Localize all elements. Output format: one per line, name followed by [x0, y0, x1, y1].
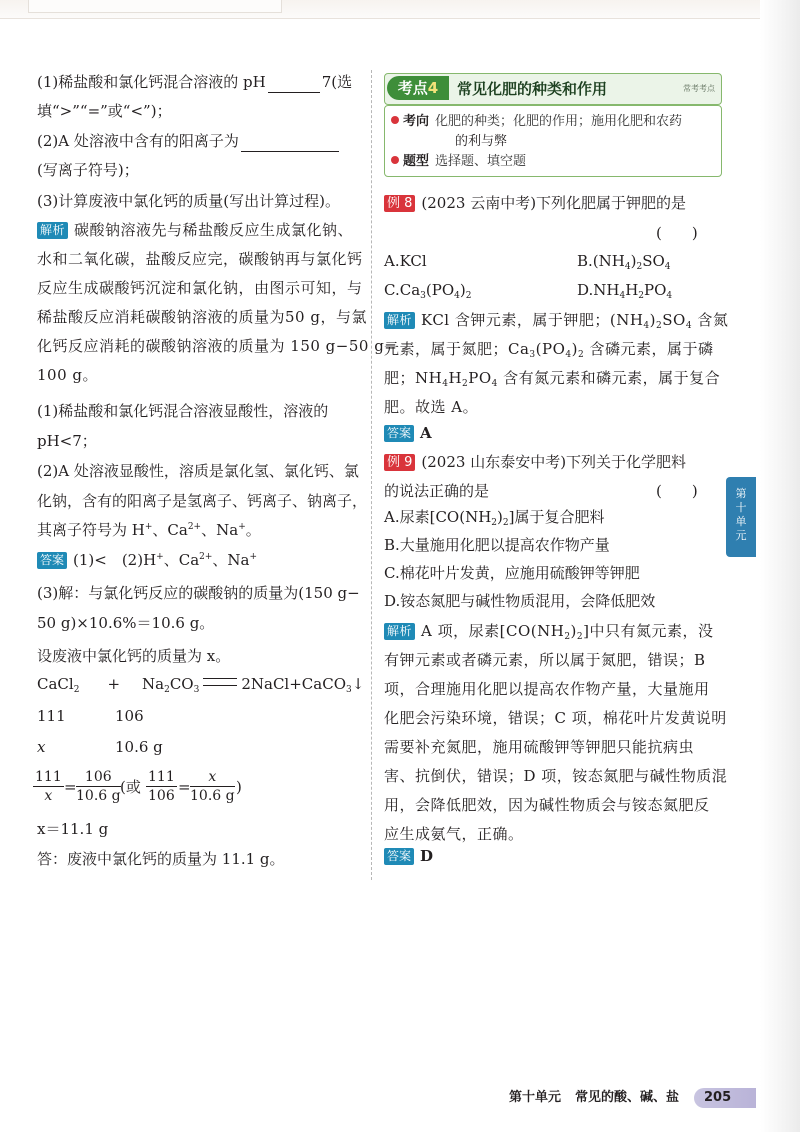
example-9-question: 例 9 (2023 山东泰安中考)下列关于化学肥料 — [384, 451, 686, 473]
answer-explain-2: (2)A 处溶液显酸性，溶质是氯化氢、氯化钙、氯 — [37, 462, 359, 480]
molar-mass-106: 106 — [115, 707, 144, 725]
knowledge-point-box — [384, 105, 722, 177]
unknown-x: x — [37, 738, 46, 756]
example-9-analysis: 需要补充氮肥，施用硫酸钾等钾肥只能抗病虫 — [384, 738, 695, 756]
example-9-analysis: 项，合理施用化肥以提高农作物产量，大量施用 — [384, 680, 710, 698]
footer-unit: 第十单元 — [509, 1090, 562, 1105]
answer-parens: ( ) — [656, 482, 698, 500]
knowledge-point-title: 常见化肥的种类和作用 — [457, 80, 608, 98]
analysis-line: 反应生成碳酸钙沉淀和氯化钠，由图示可知，与 — [37, 279, 363, 297]
answer-explain-1b: pH<7； — [37, 432, 97, 450]
analysis-line: 解析 碳酸钠溶液先与稀盐酸反应生成氯化钠、 — [37, 219, 353, 241]
analysis-line: 水和二氧化碳，盐酸反应完，碳酸钠再与氯化钙 — [37, 250, 363, 268]
example-8-question: 例 8 (2023 云南中考)下列化肥属于钾肥的是 — [384, 192, 686, 214]
option-c: C.棉花叶片发黄，应施用硫酸钾等钾肥 — [384, 564, 640, 582]
solution-line: 设废液中氯化钙的质量为 x。 — [37, 647, 231, 665]
question-1: (1)稀盐酸和氯化钙混合溶液的 pH 7(选 — [37, 73, 353, 91]
example-8-analysis: 解析 KCl 含钾元素，属于钾肥；$(NH_4)_2SO_4$ 含氮 — [384, 309, 728, 331]
equals: = — [64, 778, 77, 796]
answer-explain-1: (1)稀盐酸和氯化钙混合溶液显酸性，溶液的 — [37, 402, 329, 420]
fraction: $\frac{111}{106}$ — [148, 769, 175, 804]
page-number: 205 — [694, 1088, 756, 1108]
example-9-analysis: 应生成氨气，正确。 — [384, 825, 524, 843]
unit-side-tab[interactable]: 第 十 单 元 — [726, 477, 756, 557]
example-8-analysis: 元素，属于氮肥；$Ca_3(PO_4)_2$ 含磷元素，属于磷 — [384, 340, 714, 360]
analysis-tag: 解析 — [37, 222, 68, 239]
or-text: (或 — [120, 778, 141, 796]
example-9-analysis: 解析 A 项，尿素$[CO(NH_2)_2]$中只有氮元素，没 — [384, 620, 714, 642]
example-9-analysis: 化肥会污染环境，错误；C 项，棉花叶片发黄说明 — [384, 709, 727, 727]
bullet-dot-icon — [391, 116, 399, 124]
close-paren: ) — [236, 778, 242, 796]
mass-10-6: 10.6 g — [115, 738, 163, 756]
example-tag: 例 8 — [384, 195, 415, 212]
answer-explain-2b: 化钠，含有的阳离子是氢离子、钙离子、钠离子， — [37, 492, 368, 510]
option-d: $D.NH_4H_2PO_4$ — [577, 281, 673, 301]
fraction: $\frac{106}{10.6 g}$ — [76, 769, 121, 804]
question-2: (2)A 处溶液中含有的阳离子为 — [37, 130, 341, 152]
direction-row: 考向 化肥的种类；化肥的作用；施用化肥和农药 — [391, 112, 682, 132]
footer-title: 常见的酸、碱、盐 — [575, 1090, 680, 1105]
question-type-row: 题型 选择题、填空题 — [391, 152, 526, 172]
example-9-analysis: 有钾元素或者磷元素，所以属于氮肥，错误；B — [384, 651, 706, 669]
analysis-tag: 解析 — [384, 312, 415, 329]
example-8-answer: 答案 A — [384, 422, 432, 444]
example-8-analysis: 肥。故选 A。 — [384, 398, 479, 416]
direction-row-cont: 的利与弊 — [455, 134, 508, 149]
page-top-tab — [28, 0, 282, 13]
page-top-strip — [0, 0, 800, 19]
column-divider — [371, 70, 372, 880]
molar-mass-111: 111 — [37, 707, 66, 725]
analysis-line: 化钙反应消耗的碳酸钠溶液的质量为 150 g−50 g= — [37, 337, 398, 355]
answer-blank — [241, 136, 339, 152]
equals-sign — [203, 678, 237, 686]
answer-line: 答案 (1)< (2)H+、$Ca^{2+}$、Na+ — [37, 549, 257, 571]
question-3: (3)计算废液中氯化钙的质量(写出计算过程)。 — [37, 192, 340, 210]
option-a: A.KCl — [384, 252, 427, 270]
equals: = — [178, 778, 191, 796]
example-8-analysis: 肥；$NH_4H_2PO_4$ 含有氮元素和磷元素，属于复合 — [384, 369, 721, 389]
page-footer — [509, 1086, 679, 1110]
question-2-cont: (写离子符号)； — [37, 161, 139, 179]
chemical-equation: CaCl$_2$ + $Na_2CO_3$ 2NaCl+CaCO$_3$↓ — [37, 675, 365, 695]
book-spine-shadow — [760, 0, 800, 1132]
analysis-line: 100 g。 — [37, 366, 99, 384]
answer-tag: 答案 — [384, 848, 414, 865]
question-1-cont: 填“>”“=”或“<”)； — [37, 102, 172, 120]
option-d: D.铵态氮肥与碱性物质混用，会降低肥效 — [384, 592, 656, 610]
analysis-tag: 解析 — [384, 623, 415, 640]
knowledge-point-header — [384, 73, 722, 105]
option-b: $B.(NH_4)_2SO_4$ — [577, 252, 671, 272]
bullet-dot-icon — [391, 156, 399, 164]
answer-blank — [268, 77, 320, 93]
option-a: A.尿素$[CO(NH_2)_2]$属于复合肥料 — [384, 508, 605, 528]
example-tag: 例 9 — [384, 454, 415, 471]
final-answer: 答：废液中氯化钙的质量为 11.1 g。 — [37, 850, 285, 868]
analysis-line: 稀盐酸反应消耗碳酸钠溶液的质量为50 g，与氯 — [37, 308, 367, 326]
frequent-badge: 常考考点 — [683, 84, 715, 93]
fraction: $\frac{111}{x}$ — [35, 769, 62, 804]
example-9-answer: 答案 D — [384, 845, 433, 867]
option-b: B.大量施用化肥以提高农作物产量 — [384, 536, 610, 554]
solution-line: (3)解：与氯化钙反应的碳酸钠的质量为(150 g− — [37, 584, 360, 602]
answer-parens: ( ) — [656, 224, 698, 242]
example-9-question-cont: 的说法正确的是 — [384, 482, 490, 500]
example-9-analysis: 害、抗倒伏，错误；D 项，铵态氮肥与碱性物质混 — [384, 767, 728, 785]
result: x＝11.1 g — [37, 820, 109, 838]
example-9-analysis: 用，会降低肥效，因为碱性物质会与铵态氮肥反 — [384, 796, 710, 814]
answer-explain-2c: 其离子符号为 H+、$Ca^{2+}$、Na+。 — [37, 521, 261, 539]
option-c: $C.Ca_3(PO_4)_2$ — [384, 281, 472, 301]
knowledge-point-label: 考点4 — [387, 76, 449, 100]
solution-line: 50 g)×10.6%＝10.6 g。 — [37, 614, 215, 632]
fraction: $\frac{x}{10.6 g}$ — [190, 769, 235, 804]
answer-tag: 答案 — [37, 552, 67, 569]
answer-tag: 答案 — [384, 425, 414, 442]
